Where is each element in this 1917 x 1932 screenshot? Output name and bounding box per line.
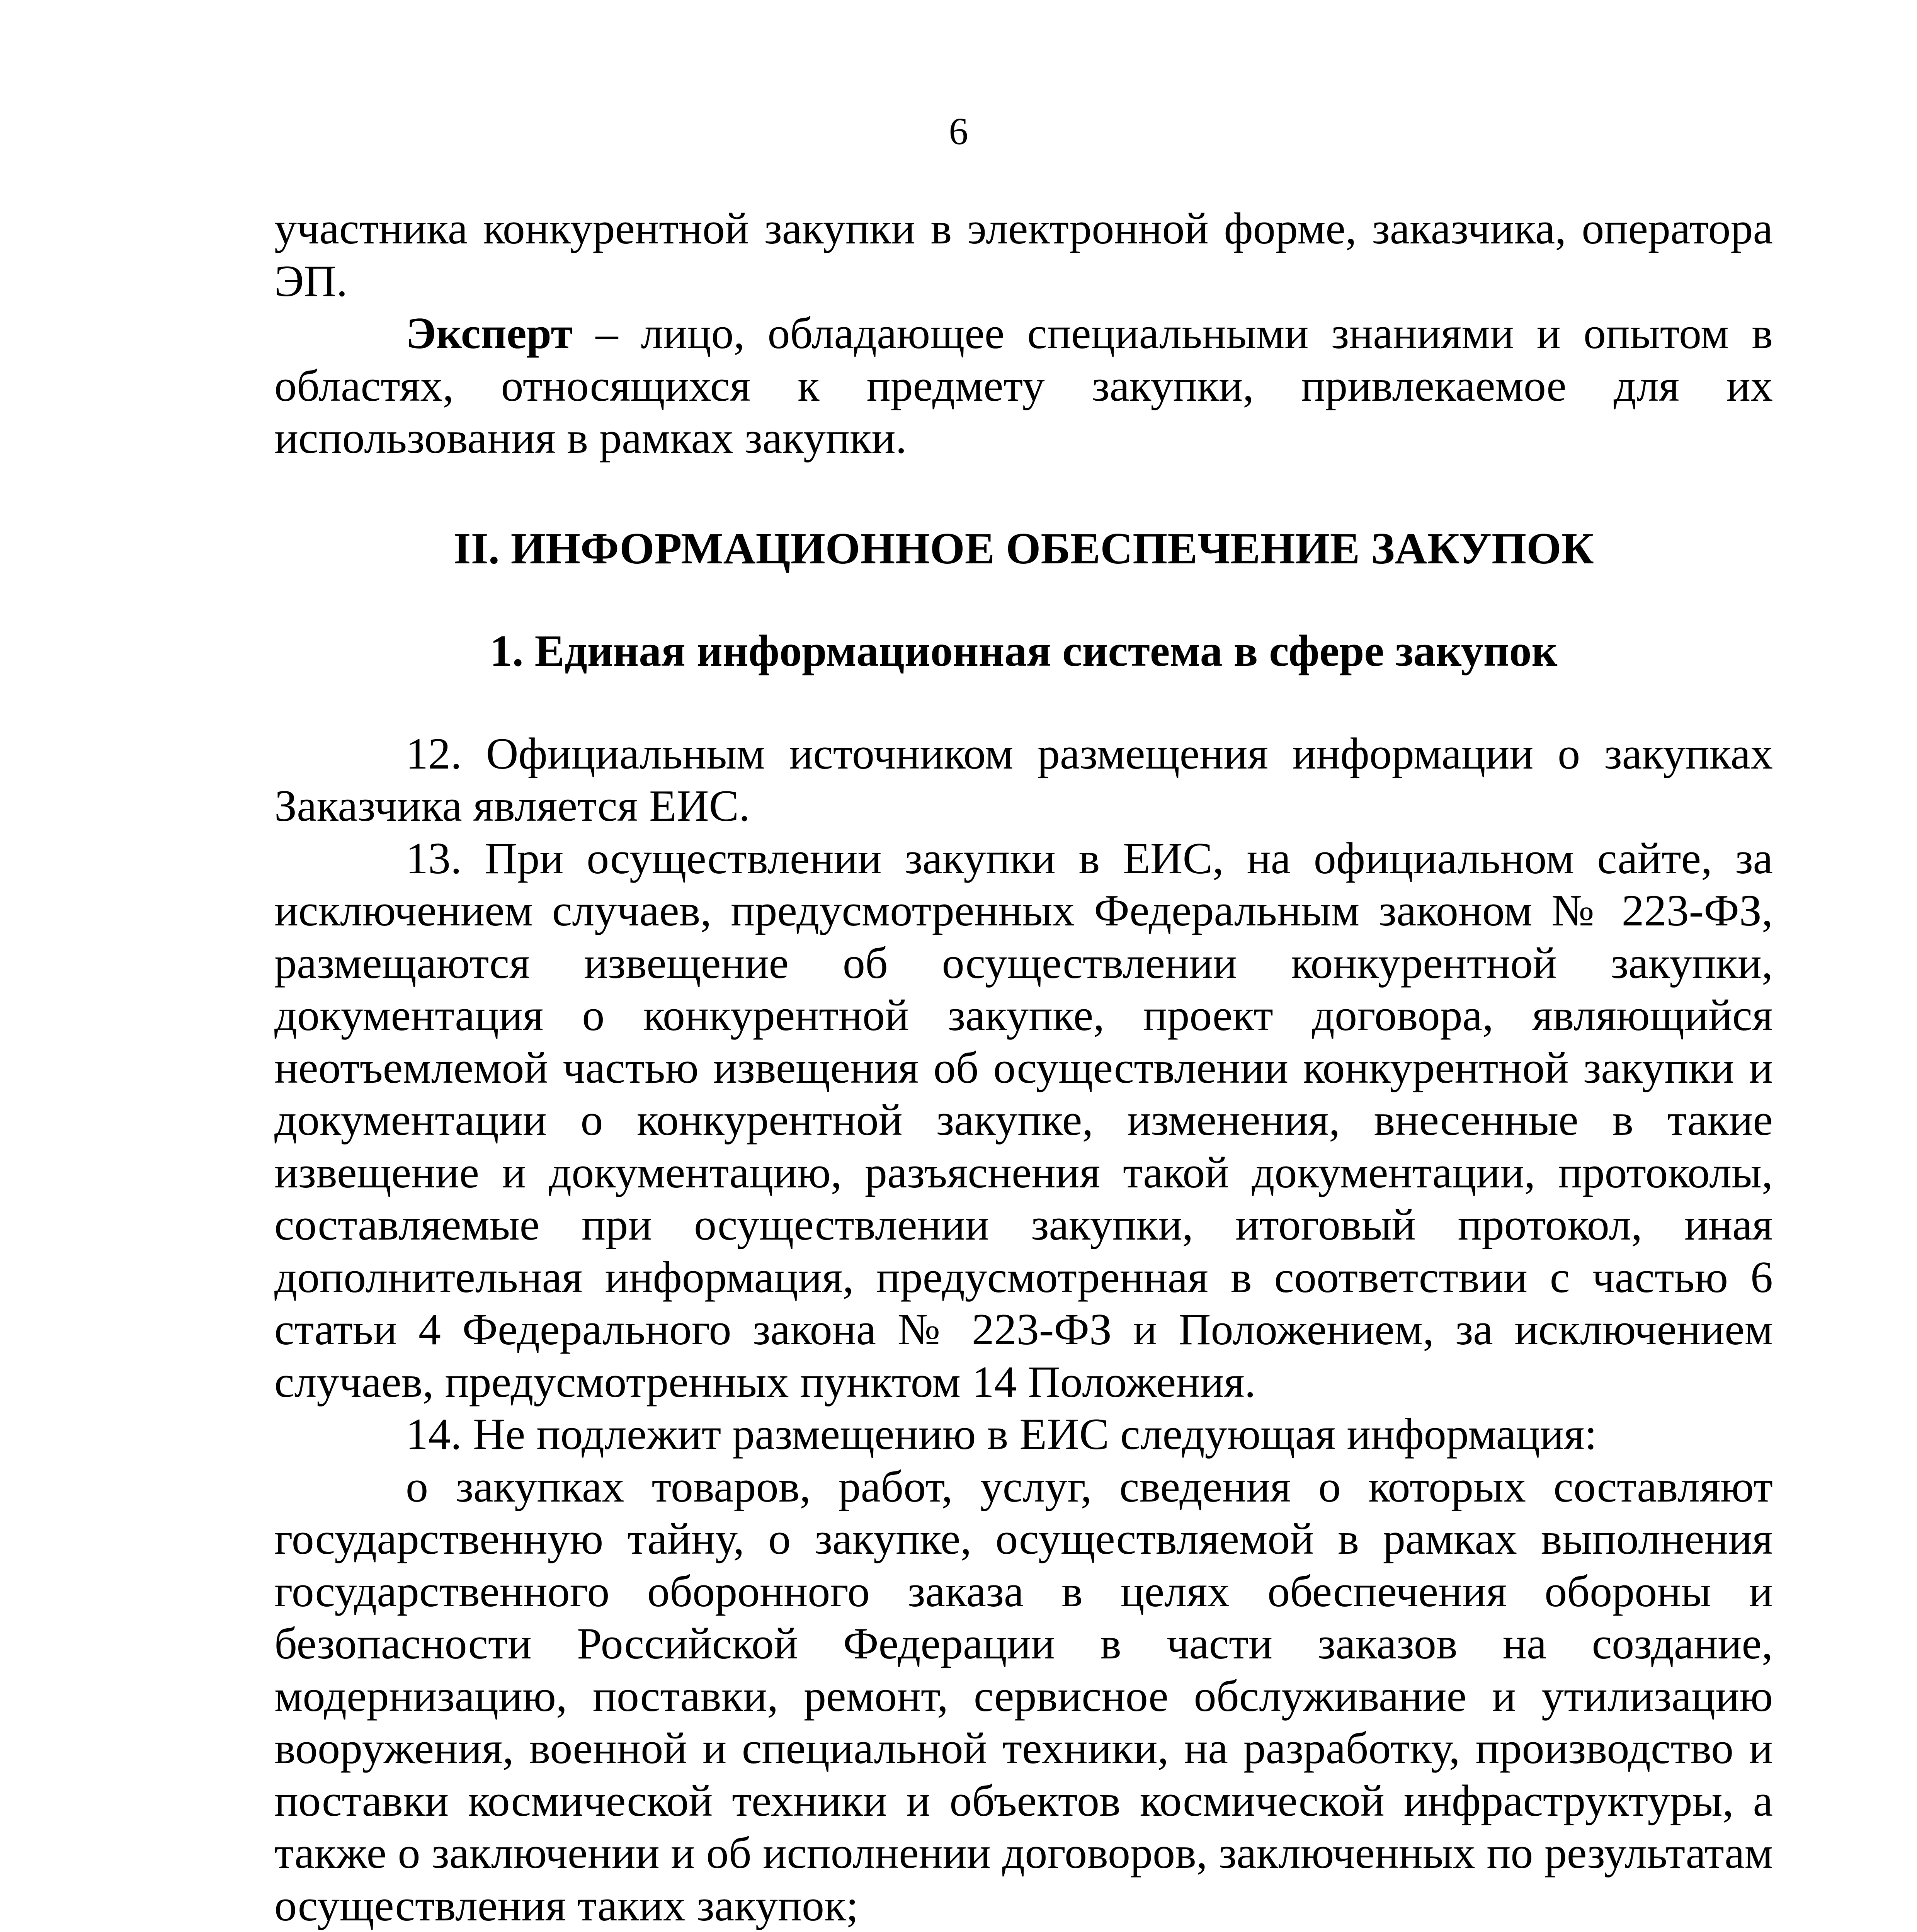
expert-definition-paragraph [274,308,1773,465]
paragraph-14: 14. Не подлежит размещению в ЕИС следующая информация: [406,1410,1597,1459]
section-title: II. ИНФОРМАЦИОННОЕ ОБЕСПЕЧЕНИЕ ЗАКУПОК [453,524,1594,573]
paragraph-12: 12. Официальным источником размещения информации о закупках Заказчика является ЕИС. [274,729,1773,831]
subsection-title: 1. Единая информационная система в сфере закупок [490,626,1558,676]
intro-continuation-paragraph: участника конкурентной закупки в электронной форме, заказчика, оператора ЭП. [274,204,1773,306]
page-content [274,203,1773,1932]
paragraph-14-item-state-secret: о закупках товаров, работ, услуг, сведения о которых составляют государственную тайну, о закупке, осуществляемой в рамках выполнения государственного оборонного заказа в целях обеспечения обороны и безопасности Российской Федерации в части заказов на создание, модернизацию, поставки, ремонт, сервисное обслуживание и утилизацию вооружения, военной и специальной техники, на разработку, производство и поставки космической техники и объектов космической инфраструктуры, а также о заключении и об исполнении договоров, заключенных по результатам осуществления таких закупок; [274,1462,1773,1930]
page-number: 6 [949,110,968,153]
paragraph-13: 13. При осуществлении закупки в ЕИС, на официальном сайте, за исключением случаев, предусмотренных Федеральным законом № 223-ФЗ, размещаются извещение об осуществлении конкурентной закупки, документация о конкурентной закупке, проект договора, являющийся неотъемлемой частью извещения об осуществлении конкурентной закупки и документации о конкурентной закупке, изменения, внесенные в такие извещение и документацию, разъяснения такой документации, протоколы, составляемые при осуществлении закупки, итоговый протокол, иная дополнительная информация, предусмотренная в соответствии с частью 6 статьи 4 Федерального закона № 223-ФЗ и Положением, за исключением случаев, предусмотренных пунктом 14 Положения. [274,833,1773,1407]
expert-term: Эксперт [406,309,573,358]
expert-definition-text: – лицо, обладающее специальными знаниями и опытом в областях, относящихся к предмету закупки, привлекаемое для их использования в рамках закупки. [274,309,1773,463]
